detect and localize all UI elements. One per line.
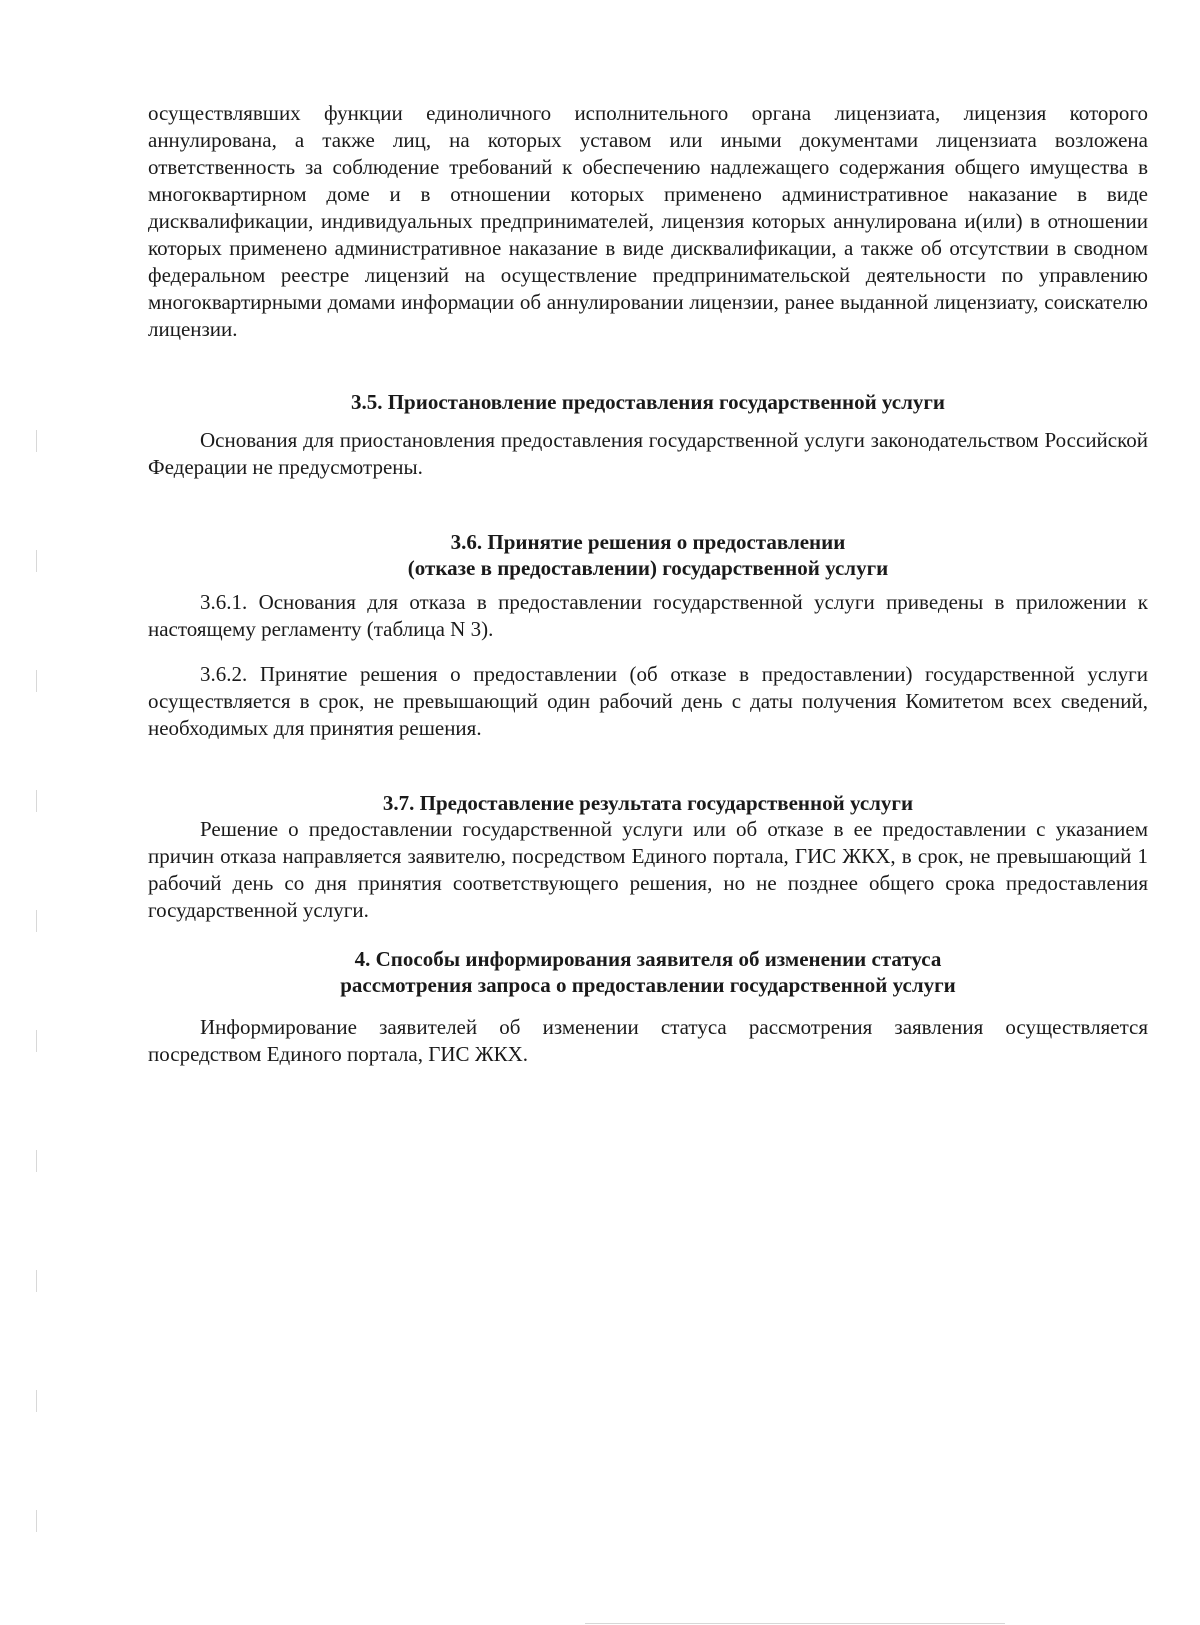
section-3-5-heading: 3.5. Приостановление предоставления государственной услуги bbox=[350, 390, 946, 414]
section-3-7-text: Решение о предоставлении государственной услуги или об отказе в ее предоставлении с указанием причин отказа направляется заявителю, посредством Единого портала, ГИС ЖКХ, в срок, не превышающий 1 рабочий день со дня принятия соответствующего решения, но не позднее общего срока предоставления государственной услуги. bbox=[148, 817, 1148, 922]
intro-paragraph: осуществлявших функции единоличного исполнительного органа лицензиата, лицензия которого аннулирована, а также лиц, на которых уставом или иными документами лицензиата возложена ответственность за соблюдение требований к обеспечению надлежащего содержания общего имущества в многоквартирном доме и в отношении которых применено административное наказание в виде дисквалификации, индивидуальных предпринимателей, лицензия которых аннулирована и(или) в отношении которых применено административное наказание в виде дисквалификации, а также об отсутствии в сводном федеральном реестре лицензий на осуществление предпринимательской деятельности по управлению многоквартирными домами информации об аннулировании лицензии, ранее выданной лицензиату, соискателю лицензии. bbox=[148, 101, 1148, 341]
section-4-heading-line2: рассмотрения запроса о предоставлении государственной услуги bbox=[340, 973, 956, 997]
section-4-heading bbox=[148, 946, 1148, 998]
section-4-text: Информирование заявителей об изменении статуса рассмотрения заявления осуществляется посредством Единого портала, ГИС ЖКХ. bbox=[148, 1015, 1148, 1066]
section-3-5-text: Основания для приостановления предоставления государственной услуги законодательством Российской Федерации не предусмотрены. bbox=[148, 428, 1148, 479]
section-4-heading-line1: 4. Способы информирования заявителя об изменении статуса bbox=[354, 947, 942, 971]
section-3-6-heading-line1: 3.6. Принятие решения о предоставлении bbox=[450, 530, 846, 554]
section-3-6-heading-line2: (отказе в предоставлении) государственной услуги bbox=[407, 556, 889, 580]
scan-edge-artifact-bottom bbox=[585, 1623, 1005, 1624]
section-3-7-heading: 3.7. Предоставление результата государственной услуги bbox=[382, 791, 914, 815]
paragraph-3-6-1: 3.6.1. Основания для отказа в предоставлении государственной услуги приведены в приложении к настоящему регламенту (таблица N 3). bbox=[148, 590, 1148, 641]
document-body bbox=[148, 100, 1148, 1068]
scan-edge-artifact bbox=[36, 430, 37, 1580]
paragraph-3-6-2: 3.6.2. Принятие решения о предоставлении (об отказе в предоставлении) государственной услуги осуществляется в срок, не превышающий один рабочий день с даты получения Комитетом всех сведений, необходимых для принятия решения. bbox=[148, 662, 1148, 740]
section-3-6-heading bbox=[148, 529, 1148, 581]
